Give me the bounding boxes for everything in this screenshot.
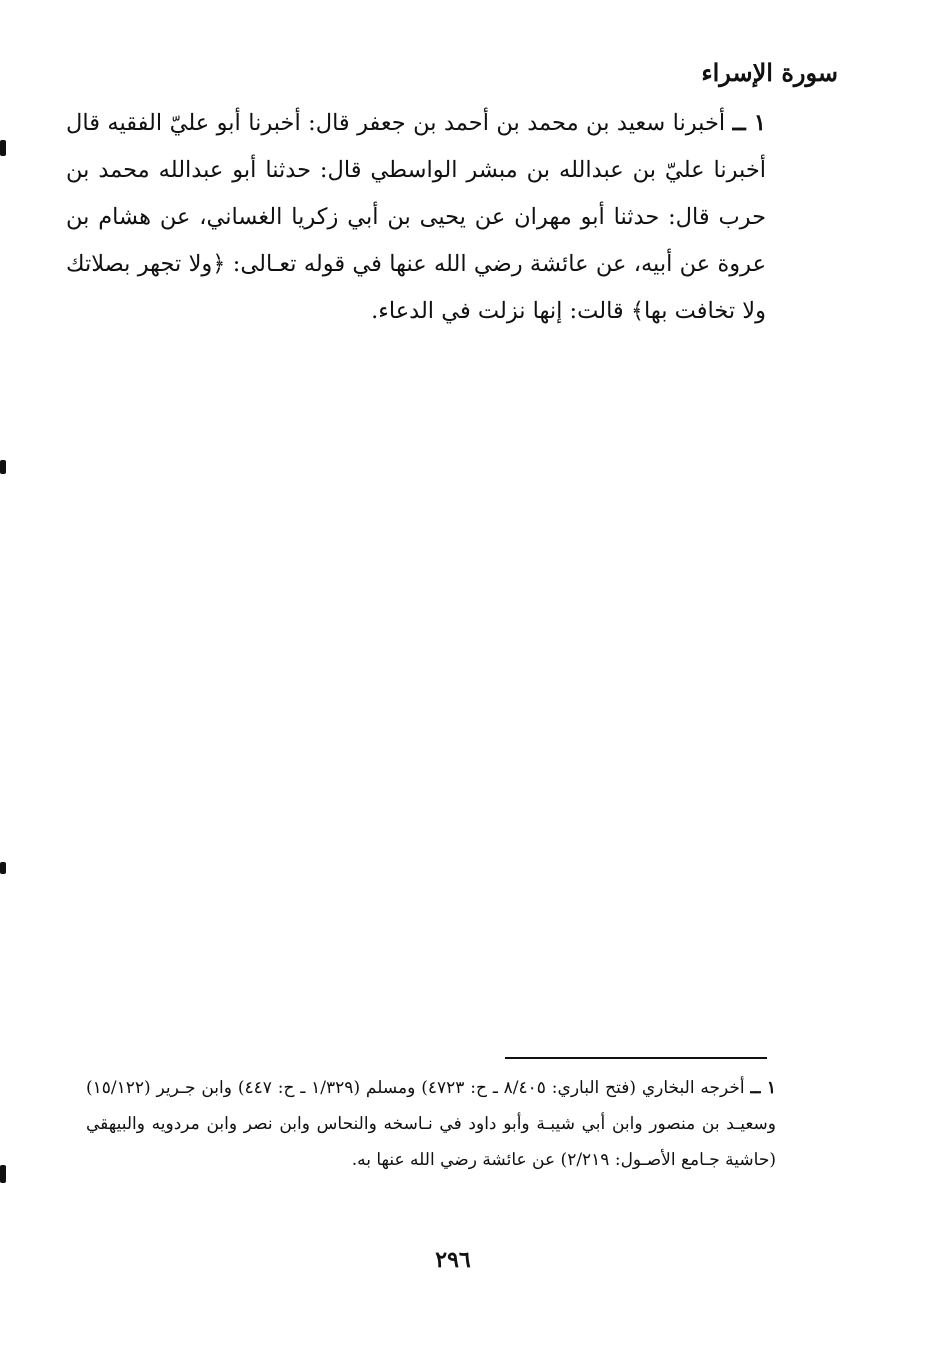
footnote-paragraph [86,1070,776,1178]
page-number: ٢٩٦ [435,1247,471,1273]
entry-number: ١ ــ [732,110,766,136]
scan-edge-mark [0,460,6,474]
footnote-text: أخرجه البخاري (فتح الباري: ٨/٤٠٥ ـ ح: ٤٧٢٣) ومسلم (١/٣٢٩ ـ ح: ٤٤٧) وابن جـرير (١٥/١٢٢) وسعيـد بن منصور وابن أبي شيبـة وأبو داود في نـاسخه والنحاس وابن نصر وابن مردويه والبيهقي (حاشية جـامع الأصـول: ٢/٢١٩) عن عائشة رضي الله عنها به. [86,1078,776,1170]
footnote-separator [505,1057,767,1059]
running-header: سورة الإسراء [701,58,838,87]
main-text-block [66,100,766,335]
footnote-block [86,1070,776,1178]
scan-edge-mark [0,140,6,156]
scan-edge-mark [0,862,6,874]
entry-text: أخبرنا سعيد بن محمد بن أحمد بن جعفر قال: أخبرنا أبو عليّ الفقيه قال أخبرنا عليّ بن عبدالله بن مبشر الواسطي قال: حدثنا أبو عبدالله محمد بن حرب قال: حدثنا أبو مهران عن يحيى بن أبي زكريا الغساني، عن هشام بن عروة عن أبيه، عن عائشة رضي الله عنها في قوله تعـالى: ﴿ولا تجهر بصلاتك ولا تخافت بها﴾ قالت: إنها نزلت في الدعاء. [66,110,766,324]
footnote-number: ١ ــ [750,1078,777,1098]
scan-edge-mark [0,1165,6,1183]
hadith-paragraph [66,100,766,335]
